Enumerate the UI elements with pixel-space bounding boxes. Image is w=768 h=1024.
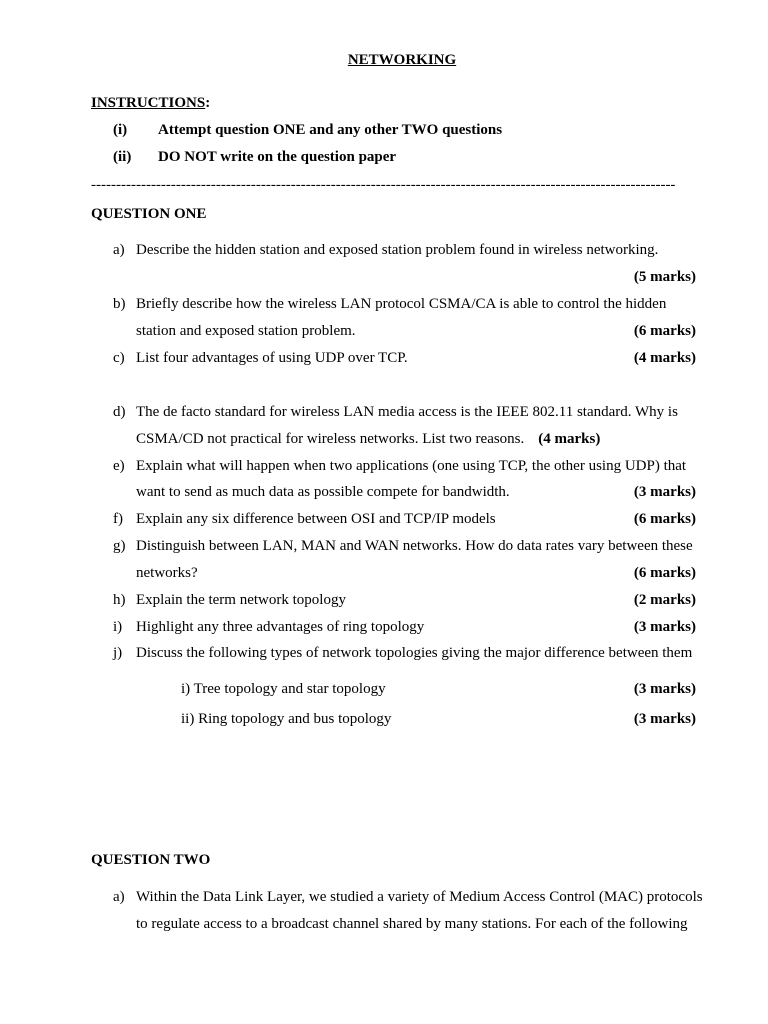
question-a (113, 242, 696, 264)
question-text: Distinguish between LAN, MAN and WAN networks. How do data rates vary between these (136, 538, 693, 554)
instructions-heading (91, 95, 210, 112)
question-label: g) (113, 538, 126, 554)
question-two-a-line2 (113, 916, 733, 938)
question-text: Describe the hidden station and exposed station problem found in wireless networking. (136, 242, 659, 258)
question-text: networks? (136, 565, 198, 581)
question-g-line2 (113, 565, 696, 587)
question-e (113, 458, 696, 480)
question-text: want to send as much data as possible compete for bandwidth. (136, 484, 510, 500)
sub-question-text: i) Tree topology and star topology (181, 681, 386, 697)
marks-label: (3 marks) (633, 711, 696, 727)
question-text: Explain what will happen when two applications (one using TCP, the other using UDP) that (136, 458, 687, 474)
marks-label: (5 marks) (633, 269, 696, 285)
question-label: d) (113, 404, 126, 420)
sub-question-text: ii) Ring topology and bus topology (181, 711, 392, 727)
question-f (113, 511, 696, 533)
marks-label: (4 marks) (538, 431, 601, 447)
question-b-line2 (113, 323, 696, 345)
marks-label: (6 marks) (633, 323, 696, 339)
marks-label: (6 marks) (633, 511, 696, 527)
question-text: Explain any six difference between OSI and TCP/IP models (136, 511, 496, 527)
instruction-item (113, 149, 396, 166)
instruction-item (113, 122, 502, 139)
divider-line: --------------------------------------------------------------------------------------------------------------------- (91, 177, 676, 193)
question-e-line2 (113, 484, 696, 506)
sub-question (181, 681, 696, 703)
instruction-number: (ii) (113, 149, 132, 165)
marks-label: (3 marks) (633, 619, 696, 635)
question-text: station and exposed station problem. (136, 323, 356, 339)
question-c (113, 350, 696, 372)
question-text: CSMA/CD not practical for wireless networks. List two reasons. (136, 431, 525, 447)
question-label: c) (113, 350, 125, 366)
question-one-heading: QUESTION ONE (91, 206, 207, 222)
question-text: to regulate access to a broadcast channel shared by many stations. For each of the following (136, 916, 688, 932)
instructions-heading-colon: : (205, 95, 211, 111)
question-label: b) (113, 296, 126, 312)
marks-label: (6 marks) (633, 565, 696, 581)
question-g (113, 538, 696, 560)
question-text: The de facto standard for wireless LAN media access is the IEEE 802.11 standard. Why is (136, 404, 678, 420)
marks-label: (2 marks) (633, 592, 696, 608)
instruction-text: Attempt question ONE and any other TWO questions (158, 122, 503, 138)
question-label: h) (113, 592, 126, 608)
sub-question (181, 711, 696, 733)
question-text: Briefly describe how the wireless LAN protocol CSMA/CA is able to control the hidden (136, 296, 667, 312)
question-b (113, 296, 696, 318)
question-a-marks-line (113, 269, 696, 291)
question-text: Discuss the following types of network topologies giving the major difference between them (136, 645, 693, 661)
question-two-a (113, 889, 733, 911)
question-label: i) (113, 619, 123, 635)
question-text: Within the Data Link Layer, we studied a variety of Medium Access Control (MAC) protocols (136, 889, 703, 905)
instruction-text: DO NOT write on the question paper (158, 149, 397, 165)
instructions-heading-text: INSTRUCTIONS (91, 95, 206, 111)
question-d-line2 (113, 431, 696, 453)
instruction-number: (i) (113, 122, 128, 138)
question-two-heading: QUESTION TWO (91, 852, 211, 868)
page-title: NETWORKING (347, 52, 457, 68)
question-d (113, 404, 696, 426)
marks-label: (3 marks) (633, 681, 696, 697)
question-text: List four advantages of using UDP over TCP. (136, 350, 408, 366)
question-label: a) (113, 889, 125, 905)
question-text: Highlight any three advantages of ring topology (136, 619, 425, 635)
question-text: Explain the term network topology (136, 592, 346, 608)
marks-label: (3 marks) (633, 484, 696, 500)
question-label: a) (113, 242, 125, 258)
question-label: f) (113, 511, 123, 527)
question-i (113, 619, 696, 641)
question-text-with-marks (136, 431, 600, 448)
question-j (113, 645, 696, 667)
question-label: e) (113, 458, 125, 474)
question-label: j) (113, 645, 123, 661)
question-h (113, 592, 696, 614)
marks-label: (4 marks) (633, 350, 696, 366)
